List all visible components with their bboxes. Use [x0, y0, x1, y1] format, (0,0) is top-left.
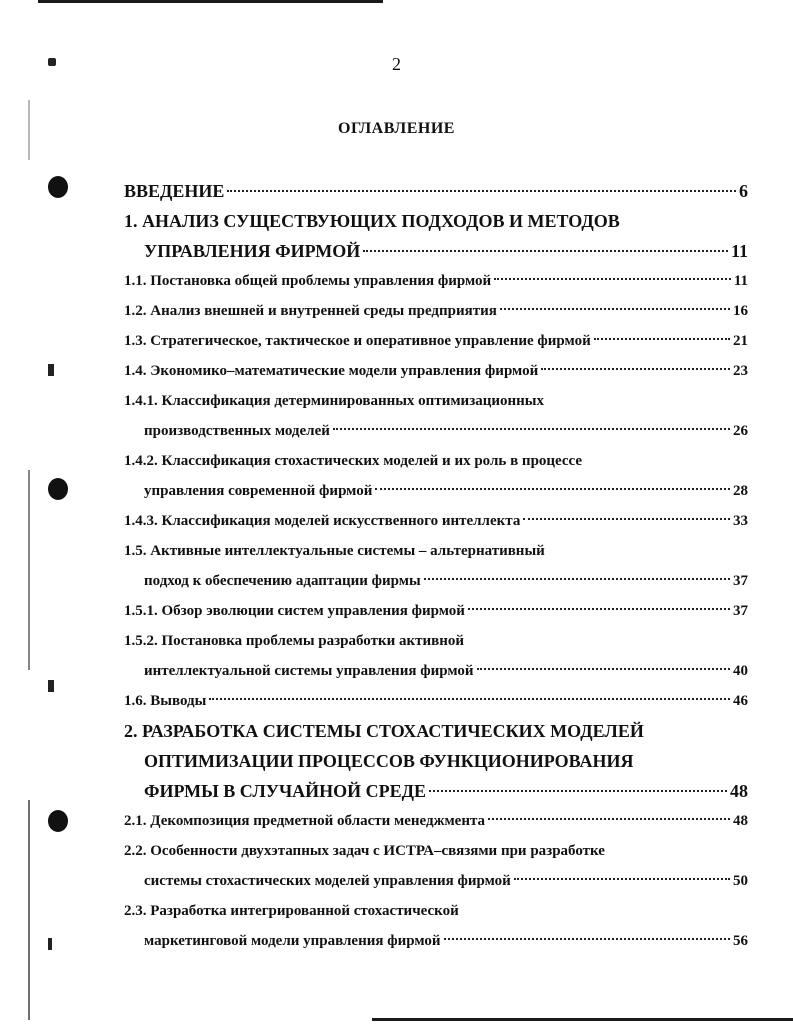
toc-entry-page: 37 [733, 573, 748, 589]
toc-entry-text: 2.3. Разработка интегрированной стохастической [124, 903, 459, 919]
toc-title: ОГЛАВЛЕНИЕ [338, 120, 455, 137]
toc-entry-page: 11 [730, 241, 748, 261]
toc-entry-text: 1.6. Выводы [124, 693, 207, 709]
toc-entry [124, 236, 748, 266]
toc-entry [124, 926, 748, 956]
toc-entry-text: 1.3. Стратегическое, тактическое и оперативное управление фирмой [124, 333, 591, 349]
toc-entry-text: 1.4.3. Классификация моделей искусственного интеллекта [124, 513, 521, 529]
toc-entry-page: 48 [733, 813, 748, 829]
toc-entry-text: ОПТИМИЗАЦИИ ПРОЦЕССОВ ФУНКЦИОНИРОВАНИЯ [144, 751, 634, 771]
toc-entry [124, 296, 748, 326]
toc-entry [124, 476, 748, 506]
toc-entry-text: 1.5.2. Постановка проблемы разработки активной [124, 633, 465, 649]
toc-entry-text: 1.4.1. Классификация детерминированных оптимизационных [124, 393, 545, 409]
toc-entry-text: 1.4.2. Классификация стохастических моделей и их роль в процессе [124, 453, 583, 469]
toc-entry [124, 716, 748, 746]
scan-speck [48, 680, 54, 692]
toc-entry-text: 1. АНАЛИЗ СУЩЕСТВУЮЩИХ ПОДХОДОВ И МЕТОДОВ [124, 211, 620, 231]
toc-entry-text: 1.5. Активные интеллектуальные системы – альтернативный [124, 543, 545, 559]
scan-speck [48, 938, 52, 950]
dot-leader [424, 578, 730, 580]
toc-entry-page: 16 [733, 303, 748, 319]
toc-entry-page: 11 [733, 273, 748, 289]
punch-hole [48, 478, 68, 500]
toc-entry-text: 2.1. Декомпозиция предметной области менеджмента [124, 813, 486, 829]
toc-entry-page: 23 [733, 363, 748, 379]
dot-leader [429, 790, 727, 792]
toc-entry-text: производственных моделей [144, 423, 330, 439]
toc-entry [124, 596, 748, 626]
toc-entry-text: 1.4. Экономико–математические модели управления фирмой [124, 363, 539, 379]
table-of-contents [124, 176, 748, 956]
toc-entry-text: подход к обеспечению адаптации фирмы [144, 573, 421, 589]
toc-entry [124, 386, 748, 416]
toc-entry-text: управления современной фирмой [144, 483, 373, 499]
punch-hole [48, 810, 68, 832]
toc-entry [124, 446, 748, 476]
toc-entry [124, 746, 748, 776]
toc-entry-text: системы стохастических моделей управления фирмой [144, 873, 511, 889]
toc-entry-text: УПРАВЛЕНИЯ ФИРМОЙ [144, 241, 361, 261]
scan-edge-bottom [372, 1018, 793, 1021]
dot-leader [594, 338, 730, 340]
dot-leader [375, 488, 730, 490]
dot-leader [444, 938, 730, 940]
toc-entry-page: 46 [733, 693, 748, 709]
toc-entry-text: 1.2. Анализ внешней и внутренней среды предприятия [124, 303, 497, 319]
page-number: 2 [392, 54, 401, 74]
toc-entry-page: 48 [730, 781, 748, 801]
toc-entry [124, 626, 748, 656]
toc-entry [124, 416, 748, 446]
scan-edge-top [38, 0, 383, 3]
toc-entry-page: 6 [739, 181, 748, 201]
toc-entry [124, 176, 748, 206]
dot-leader [209, 698, 730, 700]
toc-entry [124, 326, 748, 356]
toc-entry-page: 50 [733, 873, 748, 889]
dot-leader [494, 278, 731, 280]
toc-entry-text: интеллектуальной системы управления фирмой [144, 663, 474, 679]
toc-entry [124, 656, 748, 686]
toc-entry-text: 2. РАЗРАБОТКА СИСТЕМЫ СТОХАСТИЧЕСКИХ МОДЕЛЕЙ [124, 721, 644, 741]
toc-entry [124, 866, 748, 896]
toc-entry-page: 21 [733, 333, 748, 349]
toc-entry-page: 33 [733, 513, 748, 529]
toc-entry-text: 1.1. Постановка общей проблемы управления фирмой [124, 273, 492, 289]
punch-hole [48, 176, 68, 198]
toc-entry [124, 536, 748, 566]
toc-entry-text: 1.5.1. Обзор эволюции систем управления фирмой [124, 603, 465, 619]
toc-entry [124, 836, 748, 866]
toc-entry [124, 566, 748, 596]
toc-entry [124, 896, 748, 926]
toc-entry-page: 37 [733, 603, 748, 619]
dot-leader [514, 878, 730, 880]
toc-entry-page: 26 [733, 423, 748, 439]
toc-entry [124, 806, 748, 836]
scan-edge-noise [28, 470, 30, 670]
toc-entry-page: 56 [733, 933, 748, 949]
dot-leader [227, 190, 736, 192]
toc-entry-text: ФИРМЫ В СЛУЧАЙНОЙ СРЕДЕ [144, 781, 427, 801]
toc-entry [124, 506, 748, 536]
dot-leader [477, 668, 730, 670]
toc-entry [124, 266, 748, 296]
toc-entry-text: ВВЕДЕНИЕ [124, 181, 225, 201]
toc-entry-page: 40 [733, 663, 748, 679]
toc-entry [124, 776, 748, 806]
dot-leader [333, 428, 730, 430]
toc-entry [124, 686, 748, 716]
dot-leader [363, 250, 728, 252]
scan-edge-noise [28, 800, 30, 1020]
toc-entry-text: 2.2. Особенности двухэтапных задач с ИСТРА–связями при разработке [124, 843, 605, 859]
toc-entry-text: маркетинговой модели управления фирмой [144, 933, 441, 949]
dot-leader [488, 818, 730, 820]
dot-leader [500, 308, 730, 310]
toc-entry [124, 206, 748, 236]
dot-leader [523, 518, 730, 520]
dot-leader [541, 368, 730, 370]
scan-speck [48, 364, 54, 376]
dot-leader [468, 608, 730, 610]
toc-entry [124, 356, 748, 386]
toc-entry-page: 28 [733, 483, 748, 499]
